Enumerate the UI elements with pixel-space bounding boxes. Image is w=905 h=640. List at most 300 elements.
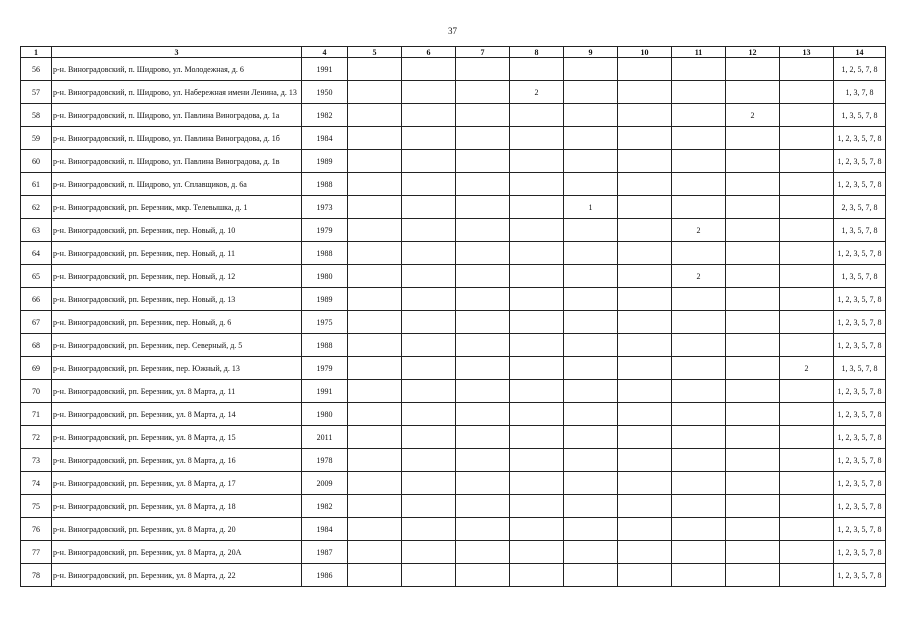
year-cell: 1950 (302, 81, 348, 104)
col10-cell (618, 518, 672, 541)
col13-cell (780, 472, 834, 495)
col7-cell (456, 357, 510, 380)
col8-cell (510, 380, 564, 403)
col7-cell (456, 127, 510, 150)
col14-cell: 1, 2, 3, 5, 7, 8 (834, 311, 886, 334)
year-cell: 1987 (302, 541, 348, 564)
col5-cell (348, 449, 402, 472)
year-cell: 1975 (302, 311, 348, 334)
column-header: 13 (780, 47, 834, 58)
col11-cell (672, 449, 726, 472)
col6-cell (402, 403, 456, 426)
col6-cell (402, 495, 456, 518)
col10-cell (618, 219, 672, 242)
col6-cell (402, 357, 456, 380)
col10-cell (618, 150, 672, 173)
col11-cell (672, 81, 726, 104)
col12-cell (726, 472, 780, 495)
housing-register-table (20, 46, 886, 587)
col11-cell (672, 127, 726, 150)
col7-cell (456, 173, 510, 196)
col6-cell (402, 311, 456, 334)
row-number-cell: 68 (21, 334, 52, 357)
col9-cell (564, 219, 618, 242)
col12-cell (726, 426, 780, 449)
col7-cell (456, 288, 510, 311)
col13-cell (780, 265, 834, 288)
col13-cell (780, 403, 834, 426)
address-cell: р-н. Виноградовский, рп. Березник, пер. Северный, д. 5 (52, 334, 302, 357)
row-number-cell: 75 (21, 495, 52, 518)
col7-cell (456, 104, 510, 127)
col7-cell (456, 403, 510, 426)
col12-cell (726, 127, 780, 150)
year-cell: 1988 (302, 242, 348, 265)
table-row (21, 288, 886, 311)
col8-cell (510, 58, 564, 81)
col10-cell (618, 564, 672, 587)
col13-cell (780, 541, 834, 564)
col13-cell (780, 127, 834, 150)
col13-cell (780, 196, 834, 219)
col11-cell (672, 518, 726, 541)
col5-cell (348, 288, 402, 311)
col13-cell (780, 449, 834, 472)
col5-cell (348, 196, 402, 219)
col9-cell (564, 104, 618, 127)
address-cell: р-н. Виноградовский, рп. Березник, ул. 8 Марта, д. 18 (52, 495, 302, 518)
col11-cell (672, 564, 726, 587)
address-cell: р-н. Виноградовский, рп. Березник, ул. 8 Марта, д. 11 (52, 380, 302, 403)
col11-cell (672, 311, 726, 334)
col14-cell: 1, 2, 3, 5, 7, 8 (834, 334, 886, 357)
col10-cell (618, 81, 672, 104)
col7-cell (456, 196, 510, 219)
col10-cell (618, 495, 672, 518)
address-cell: р-н. Виноградовский, рп. Березник, пер. Южный, д. 13 (52, 357, 302, 380)
address-cell: р-н. Виноградовский, рп. Березник, пер. Новый, д. 11 (52, 242, 302, 265)
table-row (21, 81, 886, 104)
col5-cell (348, 564, 402, 587)
table-row (21, 518, 886, 541)
year-cell: 1991 (302, 380, 348, 403)
row-number-cell: 78 (21, 564, 52, 587)
col5-cell (348, 127, 402, 150)
col8-cell (510, 357, 564, 380)
col14-cell: 1, 2, 3, 5, 7, 8 (834, 150, 886, 173)
address-cell: р-н. Виноградовский, рп. Березник, пер. Новый, д. 13 (52, 288, 302, 311)
col12-cell (726, 311, 780, 334)
table-row (21, 173, 886, 196)
col6-cell (402, 449, 456, 472)
col8-cell (510, 150, 564, 173)
year-cell: 1982 (302, 495, 348, 518)
col6-cell (402, 265, 456, 288)
col5-cell (348, 173, 402, 196)
col10-cell (618, 173, 672, 196)
col14-cell: 1, 2, 3, 5, 7, 8 (834, 472, 886, 495)
col7-cell (456, 265, 510, 288)
col14-cell: 1, 2, 3, 5, 7, 8 (834, 541, 886, 564)
address-cell: р-н. Виноградовский, рп. Березник, ул. 8 Марта, д. 20 (52, 518, 302, 541)
col8-cell (510, 426, 564, 449)
table-row (21, 357, 886, 380)
col13-cell (780, 150, 834, 173)
col5-cell (348, 403, 402, 426)
row-number-cell: 72 (21, 426, 52, 449)
address-cell: р-н. Виноградовский, рп. Березник, пер. Новый, д. 6 (52, 311, 302, 334)
col9-cell (564, 58, 618, 81)
year-cell: 1979 (302, 357, 348, 380)
col8-cell (510, 472, 564, 495)
year-cell: 1989 (302, 150, 348, 173)
row-number-cell: 77 (21, 541, 52, 564)
col8-cell (510, 449, 564, 472)
col5-cell (348, 242, 402, 265)
col9-cell (564, 403, 618, 426)
row-number-cell: 76 (21, 518, 52, 541)
col11-cell (672, 334, 726, 357)
row-number-cell: 70 (21, 380, 52, 403)
year-cell: 1980 (302, 403, 348, 426)
col10-cell (618, 541, 672, 564)
col9-cell (564, 265, 618, 288)
year-cell: 1984 (302, 127, 348, 150)
col13-cell (780, 426, 834, 449)
table-row (21, 58, 886, 81)
col14-cell: 1, 2, 3, 5, 7, 8 (834, 242, 886, 265)
col10-cell (618, 334, 672, 357)
table-row (21, 219, 886, 242)
row-number-cell: 59 (21, 127, 52, 150)
col6-cell (402, 219, 456, 242)
col5-cell (348, 541, 402, 564)
col14-cell: 1, 2, 3, 5, 7, 8 (834, 426, 886, 449)
col5-cell (348, 219, 402, 242)
col12-cell (726, 219, 780, 242)
year-cell: 1988 (302, 334, 348, 357)
col8-cell (510, 265, 564, 288)
col14-cell: 1, 3, 5, 7, 8 (834, 219, 886, 242)
col12-cell (726, 334, 780, 357)
col10-cell (618, 449, 672, 472)
table-body (21, 58, 886, 587)
col12-cell: 2 (726, 104, 780, 127)
col13-cell (780, 518, 834, 541)
col11-cell: 2 (672, 219, 726, 242)
table-row (21, 334, 886, 357)
address-cell: р-н. Виноградовский, рп. Березник, мкр. Телевышка, д. 1 (52, 196, 302, 219)
col13-cell (780, 564, 834, 587)
col14-cell: 1, 2, 3, 5, 7, 8 (834, 449, 886, 472)
col7-cell (456, 449, 510, 472)
col13-cell (780, 81, 834, 104)
col6-cell (402, 518, 456, 541)
year-cell: 1978 (302, 449, 348, 472)
col7-cell (456, 426, 510, 449)
row-number-cell: 73 (21, 449, 52, 472)
address-cell: р-н. Виноградовский, п. Шидрово, ул. Павлина Виноградова, д. 1б (52, 127, 302, 150)
column-header: 1 (21, 47, 52, 58)
table-row (21, 564, 886, 587)
col9-cell (564, 449, 618, 472)
year-cell: 1984 (302, 518, 348, 541)
col9-cell (564, 242, 618, 265)
year-cell: 1988 (302, 173, 348, 196)
col9-cell (564, 288, 618, 311)
col12-cell (726, 173, 780, 196)
year-cell: 2011 (302, 426, 348, 449)
col7-cell (456, 380, 510, 403)
row-number-cell: 56 (21, 58, 52, 81)
column-header: 6 (402, 47, 456, 58)
col11-cell (672, 472, 726, 495)
col12-cell (726, 288, 780, 311)
col11-cell (672, 495, 726, 518)
col7-cell (456, 495, 510, 518)
table-row (21, 265, 886, 288)
col7-cell (456, 58, 510, 81)
col11-cell (672, 426, 726, 449)
year-cell: 1973 (302, 196, 348, 219)
col14-cell: 1, 2, 3, 5, 7, 8 (834, 288, 886, 311)
col11-cell (672, 541, 726, 564)
col6-cell (402, 288, 456, 311)
col12-cell (726, 265, 780, 288)
col14-cell: 1, 2, 3, 5, 7, 8 (834, 564, 886, 587)
address-cell: р-н. Виноградовский, рп. Березник, ул. 8 Марта, д. 14 (52, 403, 302, 426)
col5-cell (348, 104, 402, 127)
address-cell: р-н. Виноградовский, рп. Березник, пер. Новый, д. 10 (52, 219, 302, 242)
table-row (21, 150, 886, 173)
col11-cell (672, 380, 726, 403)
col11-cell (672, 196, 726, 219)
address-cell: р-н. Виноградовский, п. Шидрово, ул. Павлина Виноградова, д. 1в (52, 150, 302, 173)
col5-cell (348, 426, 402, 449)
year-cell: 1982 (302, 104, 348, 127)
col8-cell (510, 104, 564, 127)
col7-cell (456, 81, 510, 104)
col11-cell (672, 242, 726, 265)
column-header: 5 (348, 47, 402, 58)
col6-cell (402, 150, 456, 173)
column-header: 7 (456, 47, 510, 58)
col8-cell (510, 541, 564, 564)
col11-cell (672, 288, 726, 311)
col12-cell (726, 403, 780, 426)
col12-cell (726, 242, 780, 265)
col7-cell (456, 518, 510, 541)
col9-cell (564, 380, 618, 403)
col6-cell (402, 173, 456, 196)
col7-cell (456, 219, 510, 242)
col10-cell (618, 58, 672, 81)
col5-cell (348, 81, 402, 104)
table-row (21, 380, 886, 403)
row-number-cell: 74 (21, 472, 52, 495)
col12-cell (726, 541, 780, 564)
column-header: 14 (834, 47, 886, 58)
col6-cell (402, 242, 456, 265)
col14-cell: 1, 2, 5, 7, 8 (834, 58, 886, 81)
row-number-cell: 61 (21, 173, 52, 196)
col11-cell (672, 173, 726, 196)
row-number-cell: 57 (21, 81, 52, 104)
col9-cell (564, 173, 618, 196)
col11-cell (672, 58, 726, 81)
row-number-cell: 62 (21, 196, 52, 219)
table-row (21, 403, 886, 426)
table-row (21, 127, 886, 150)
table-row (21, 104, 886, 127)
col12-cell (726, 81, 780, 104)
year-cell: 1991 (302, 58, 348, 81)
col9-cell (564, 426, 618, 449)
address-cell: р-н. Виноградовский, рп. Березник, пер. Новый, д. 12 (52, 265, 302, 288)
col13-cell (780, 242, 834, 265)
col9-cell (564, 334, 618, 357)
col13-cell (780, 173, 834, 196)
col11-cell (672, 403, 726, 426)
col8-cell (510, 518, 564, 541)
col13-cell (780, 495, 834, 518)
col14-cell: 2, 3, 5, 7, 8 (834, 196, 886, 219)
col6-cell (402, 380, 456, 403)
col7-cell (456, 334, 510, 357)
col9-cell (564, 127, 618, 150)
col8-cell (510, 564, 564, 587)
row-number-cell: 63 (21, 219, 52, 242)
row-number-cell: 64 (21, 242, 52, 265)
table-row (21, 196, 886, 219)
col12-cell (726, 564, 780, 587)
table-row (21, 242, 886, 265)
column-header: 10 (618, 47, 672, 58)
col6-cell (402, 334, 456, 357)
table-row (21, 311, 886, 334)
col9-cell (564, 81, 618, 104)
col5-cell (348, 150, 402, 173)
col7-cell (456, 311, 510, 334)
col14-cell: 1, 2, 3, 5, 7, 8 (834, 380, 886, 403)
col5-cell (348, 495, 402, 518)
col10-cell (618, 380, 672, 403)
col12-cell (726, 196, 780, 219)
col11-cell: 2 (672, 265, 726, 288)
page-number: 37 (448, 26, 457, 36)
col8-cell (510, 173, 564, 196)
col13-cell (780, 380, 834, 403)
col8-cell (510, 334, 564, 357)
row-number-cell: 66 (21, 288, 52, 311)
col5-cell (348, 334, 402, 357)
col9-cell (564, 311, 618, 334)
col13-cell (780, 334, 834, 357)
header-row (21, 47, 886, 58)
col10-cell (618, 403, 672, 426)
col8-cell (510, 242, 564, 265)
column-header: 8 (510, 47, 564, 58)
col13-cell (780, 219, 834, 242)
col14-cell: 1, 3, 7, 8 (834, 81, 886, 104)
col8-cell: 2 (510, 81, 564, 104)
col8-cell (510, 311, 564, 334)
table-row (21, 472, 886, 495)
col12-cell (726, 449, 780, 472)
col8-cell (510, 403, 564, 426)
col9-cell (564, 472, 618, 495)
col7-cell (456, 150, 510, 173)
col10-cell (618, 265, 672, 288)
col12-cell (726, 518, 780, 541)
col11-cell (672, 150, 726, 173)
col6-cell (402, 58, 456, 81)
col9-cell (564, 150, 618, 173)
col13-cell: 2 (780, 357, 834, 380)
col5-cell (348, 265, 402, 288)
row-number-cell: 69 (21, 357, 52, 380)
col6-cell (402, 472, 456, 495)
row-number-cell: 71 (21, 403, 52, 426)
col6-cell (402, 426, 456, 449)
col5-cell (348, 380, 402, 403)
col9-cell (564, 495, 618, 518)
year-cell: 1980 (302, 265, 348, 288)
address-cell: р-н. Виноградовский, рп. Березник, ул. 8 Марта, д. 22 (52, 564, 302, 587)
col10-cell (618, 288, 672, 311)
col14-cell: 1, 2, 3, 5, 7, 8 (834, 518, 886, 541)
col11-cell (672, 104, 726, 127)
col7-cell (456, 541, 510, 564)
col6-cell (402, 127, 456, 150)
col8-cell (510, 288, 564, 311)
column-header: 4 (302, 47, 348, 58)
col13-cell (780, 58, 834, 81)
address-cell: р-н. Виноградовский, рп. Березник, ул. 8 Марта, д. 16 (52, 449, 302, 472)
year-cell: 2009 (302, 472, 348, 495)
col12-cell (726, 380, 780, 403)
column-header: 12 (726, 47, 780, 58)
address-cell: р-н. Виноградовский, п. Шидрово, ул. Набережная имени Ленина, д. 13 (52, 81, 302, 104)
year-cell: 1989 (302, 288, 348, 311)
row-number-cell: 60 (21, 150, 52, 173)
col6-cell (402, 196, 456, 219)
column-header: 9 (564, 47, 618, 58)
col8-cell (510, 495, 564, 518)
table-row (21, 426, 886, 449)
col6-cell (402, 541, 456, 564)
col14-cell: 1, 2, 3, 5, 7, 8 (834, 127, 886, 150)
col5-cell (348, 311, 402, 334)
col8-cell (510, 219, 564, 242)
col12-cell (726, 150, 780, 173)
col7-cell (456, 242, 510, 265)
col10-cell (618, 104, 672, 127)
col9-cell (564, 518, 618, 541)
col10-cell (618, 357, 672, 380)
col9-cell: 1 (564, 196, 618, 219)
col10-cell (618, 426, 672, 449)
col9-cell (564, 564, 618, 587)
address-cell: р-н. Виноградовский, рп. Березник, ул. 8 Марта, д. 15 (52, 426, 302, 449)
col7-cell (456, 472, 510, 495)
col5-cell (348, 472, 402, 495)
row-number-cell: 67 (21, 311, 52, 334)
col14-cell: 1, 3, 5, 7, 8 (834, 104, 886, 127)
col8-cell (510, 127, 564, 150)
row-number-cell: 65 (21, 265, 52, 288)
col5-cell (348, 58, 402, 81)
